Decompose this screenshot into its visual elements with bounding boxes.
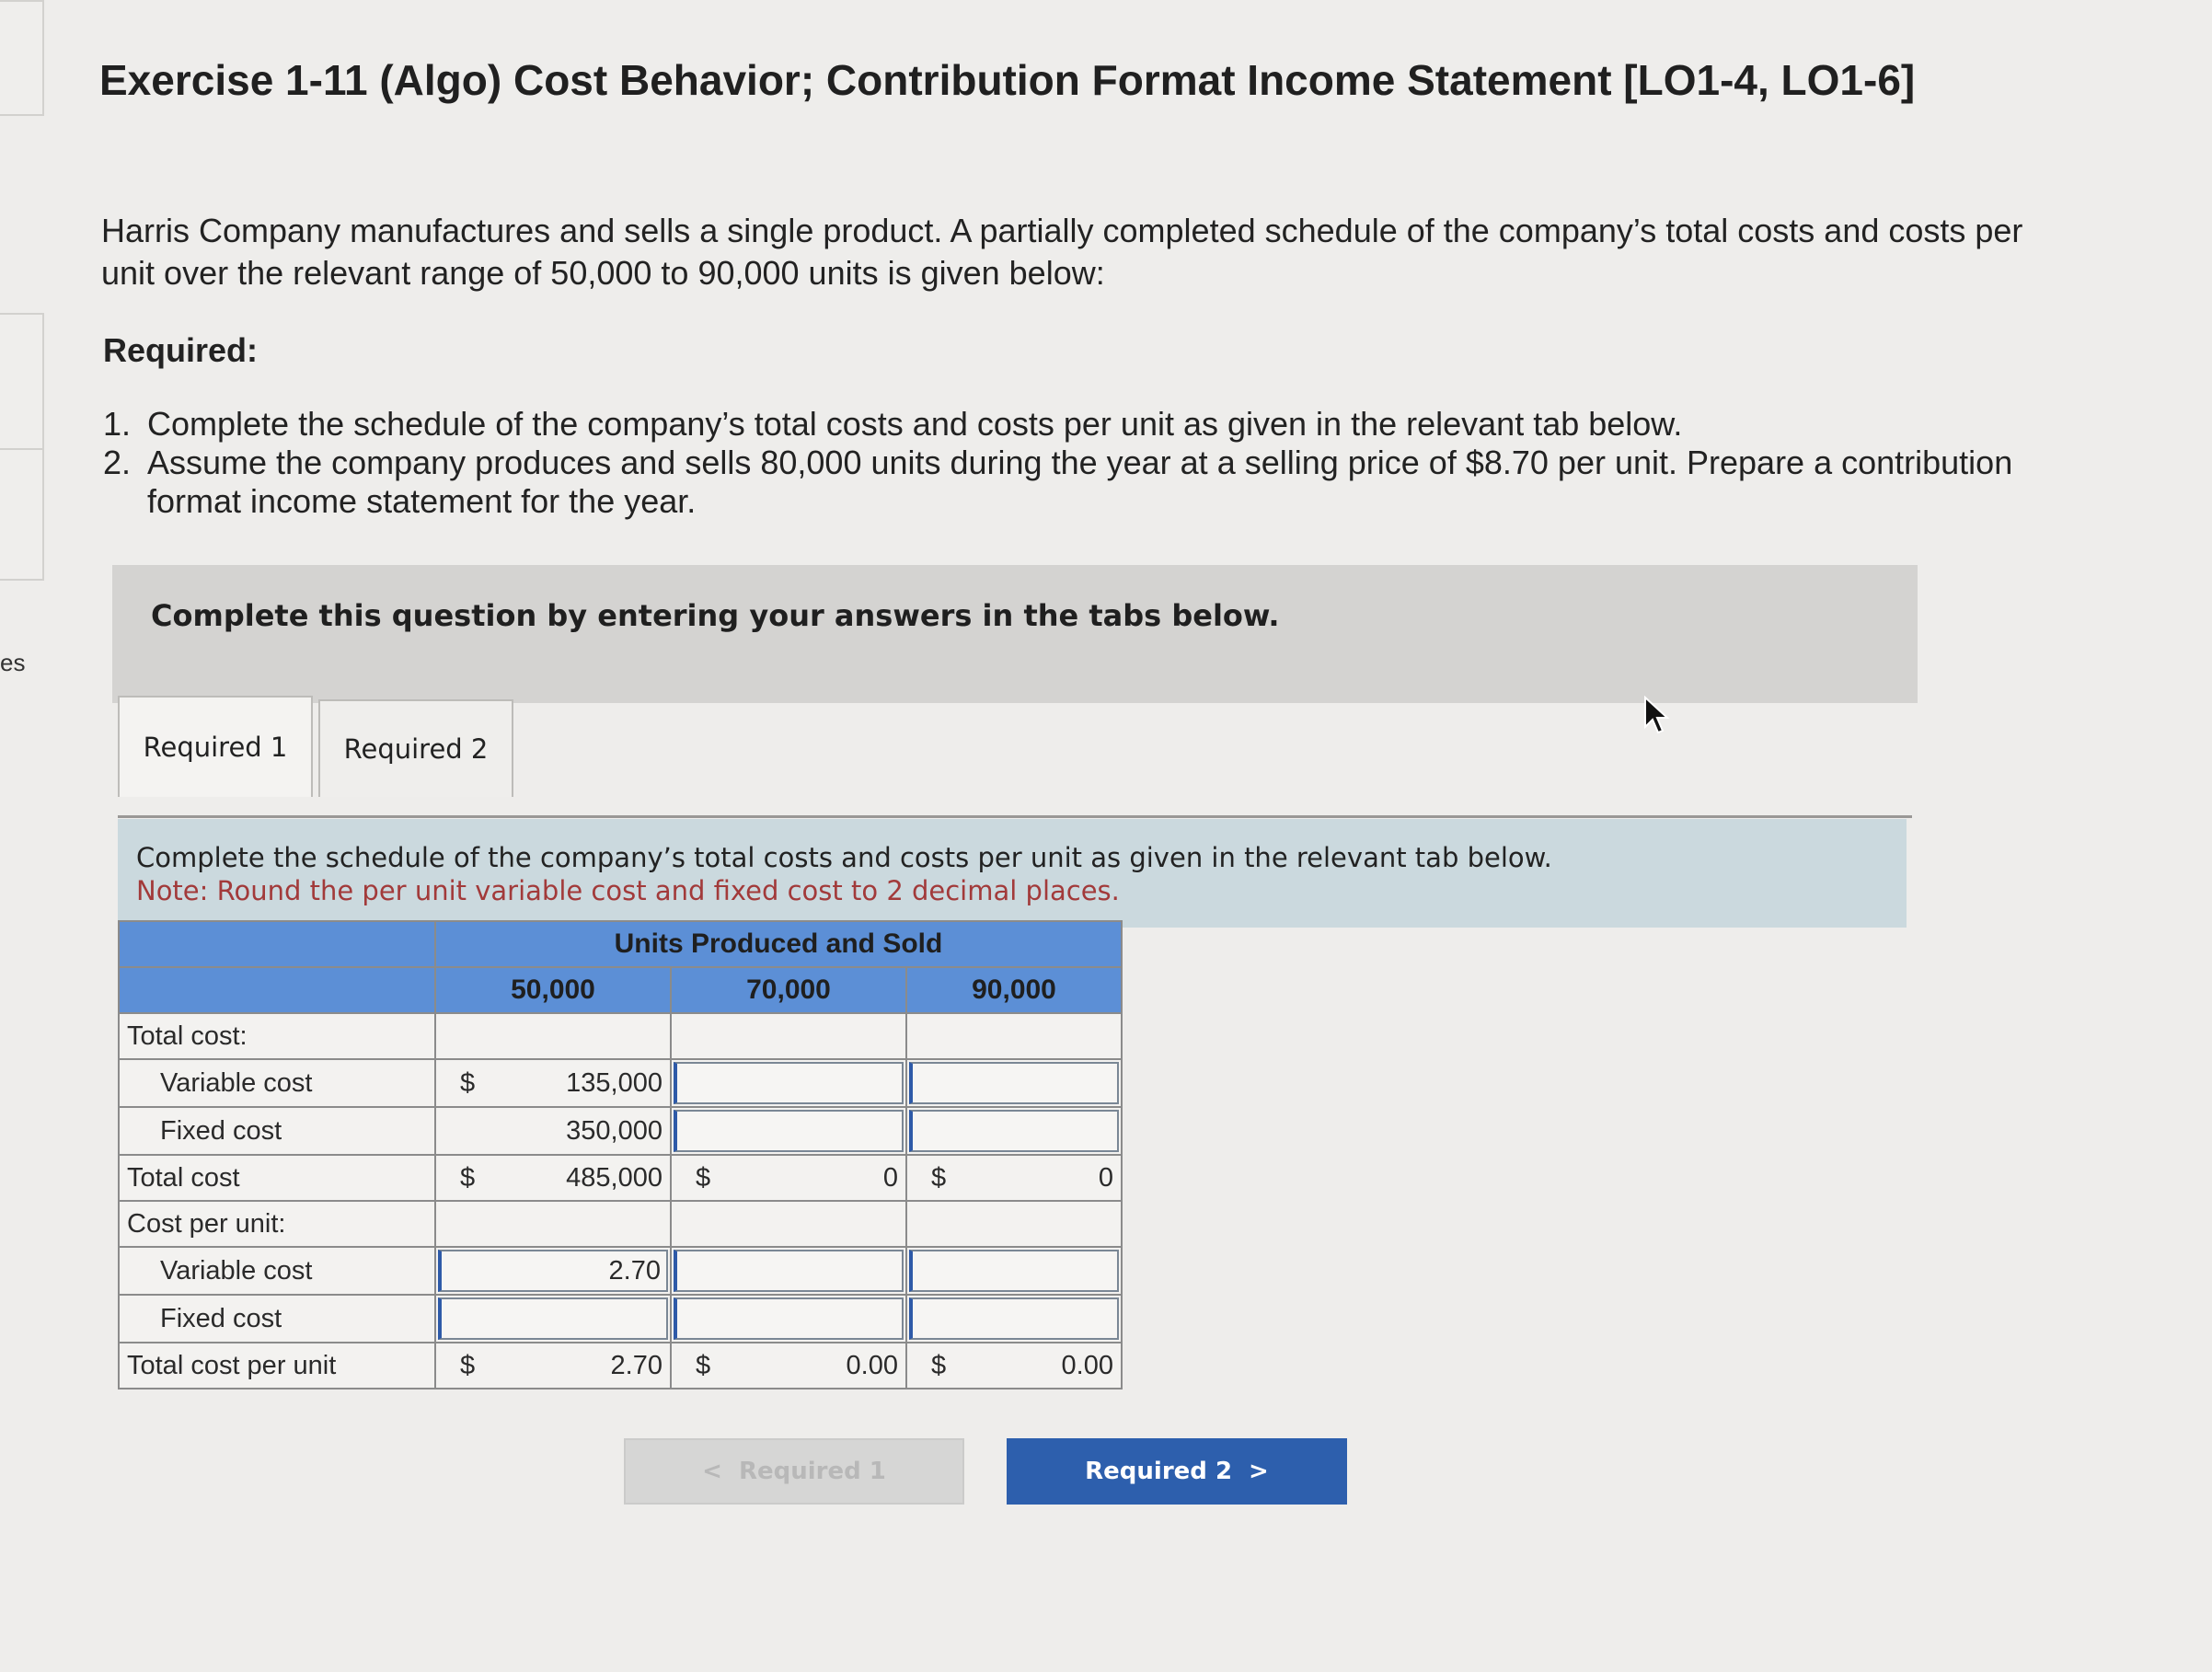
row-label: Variable cost: [119, 1247, 435, 1295]
units-group-header: Units Produced and Sold: [435, 921, 1122, 967]
currency-symbol: $: [931, 1162, 947, 1193]
instruction-text: Complete the schedule of the company’s total costs and costs per unit as given in the relevant tab below.: [136, 842, 1552, 873]
given-value: 135,000: [566, 1067, 662, 1098]
unit-fixed-50000-input[interactable]: [438, 1297, 668, 1340]
table-row: [119, 1201, 1122, 1247]
prev-button-label: Required 1: [738, 1458, 886, 1485]
currency-symbol: $: [931, 1350, 947, 1380]
side-panel-fragment: [0, 313, 44, 450]
side-panel-fragment: [0, 0, 44, 116]
column-header: 70,000: [671, 967, 906, 1013]
row-label: Total cost: [119, 1155, 435, 1201]
currency-symbol: $: [460, 1162, 476, 1193]
currency-symbol: $: [696, 1350, 711, 1380]
row-label: Total cost per unit: [119, 1343, 435, 1389]
tab-required-1[interactable]: Required 1: [118, 696, 313, 797]
tab-required-2[interactable]: Required 2: [318, 699, 513, 797]
unit-variable-70000-input[interactable]: [674, 1250, 904, 1292]
side-label: es: [0, 649, 26, 676]
requirement-item: 1. Complete the schedule of the company’s total costs and costs per unit as given in the relevant tab below.: [103, 405, 1683, 443]
instruction-banner: [112, 565, 1918, 703]
table-row: [119, 1059, 1122, 1107]
column-header: 90,000: [906, 967, 1122, 1013]
prev-required-1-button[interactable]: [624, 1438, 964, 1505]
unit-variable-90000-input[interactable]: [909, 1250, 1119, 1292]
given-value: 350,000: [566, 1115, 662, 1146]
row-label: Fixed cost: [119, 1107, 435, 1155]
table-row: [119, 1247, 1122, 1295]
page-title: Exercise 1-11 (Algo) Cost Behavior; Contribution Format Income Statement [LO1-4, LO1-6]: [99, 56, 1916, 104]
requirements-list: [103, 405, 2063, 521]
total-fixed-70000-input[interactable]: [674, 1110, 904, 1152]
table-row: [119, 1013, 1122, 1059]
unit-fixed-90000-input[interactable]: [909, 1297, 1119, 1340]
table-row: [119, 1155, 1122, 1201]
header-blank: [119, 967, 435, 1013]
section-label: Cost per unit:: [119, 1201, 435, 1247]
table-row: [119, 1107, 1122, 1155]
table-row: [119, 1295, 1122, 1343]
requirement-item: 2. Assume the company produces and sells 80,000 units during the year at a selling price of $8.70 per unit. Prepare a contribution format income statement for the year.: [103, 444, 2013, 520]
chevron-right-icon: >: [1249, 1458, 1269, 1485]
table-header-row: [119, 921, 1122, 967]
row-label: Fixed cost: [119, 1295, 435, 1343]
next-required-2-button[interactable]: [1007, 1438, 1347, 1505]
computed-value: 0.00: [846, 1350, 898, 1380]
currency-symbol: $: [696, 1162, 711, 1193]
tab-instructions: [118, 819, 1907, 928]
cost-schedule-table: [118, 920, 1123, 1389]
total-fixed-90000-input[interactable]: [909, 1110, 1119, 1152]
table-header-row: [119, 967, 1122, 1013]
computed-value: 2.70: [610, 1350, 662, 1380]
table-row: [119, 1343, 1122, 1389]
total-variable-70000-input[interactable]: [674, 1062, 904, 1104]
rounding-note: Note: Round the per unit variable cost and fixed cost to 2 decimal places.: [136, 875, 1120, 906]
chevron-left-icon: <: [702, 1458, 722, 1485]
computed-value: 485,000: [566, 1162, 662, 1193]
currency-symbol: $: [460, 1067, 476, 1098]
banner-text: Complete this question by entering your answers in the tabs below.: [151, 598, 1280, 633]
currency-symbol: $: [460, 1350, 476, 1380]
tab-divider: [118, 815, 1912, 818]
problem-intro: Harris Company manufactures and sells a single product. A partially completed schedule of the company’s total costs and costs per unit over the relevant range of 50,000 to 90,000 units is given below:: [101, 212, 2023, 292]
side-panel-fragment: [0, 448, 44, 581]
mouse-cursor-icon: [1643, 696, 1671, 734]
header-blank: [119, 921, 435, 967]
section-label: Total cost:: [119, 1013, 435, 1059]
required-heading: Required:: [103, 331, 259, 369]
total-variable-90000-input[interactable]: [909, 1062, 1119, 1104]
unit-variable-50000-input[interactable]: 2.70: [438, 1250, 668, 1292]
computed-value: 0: [882, 1162, 898, 1193]
row-label: Variable cost: [119, 1059, 435, 1107]
unit-fixed-70000-input[interactable]: [674, 1297, 904, 1340]
next-button-label: Required 2: [1085, 1458, 1233, 1485]
column-header: 50,000: [435, 967, 671, 1013]
computed-value: 0: [1098, 1162, 1113, 1193]
computed-value: 0.00: [1061, 1350, 1113, 1380]
